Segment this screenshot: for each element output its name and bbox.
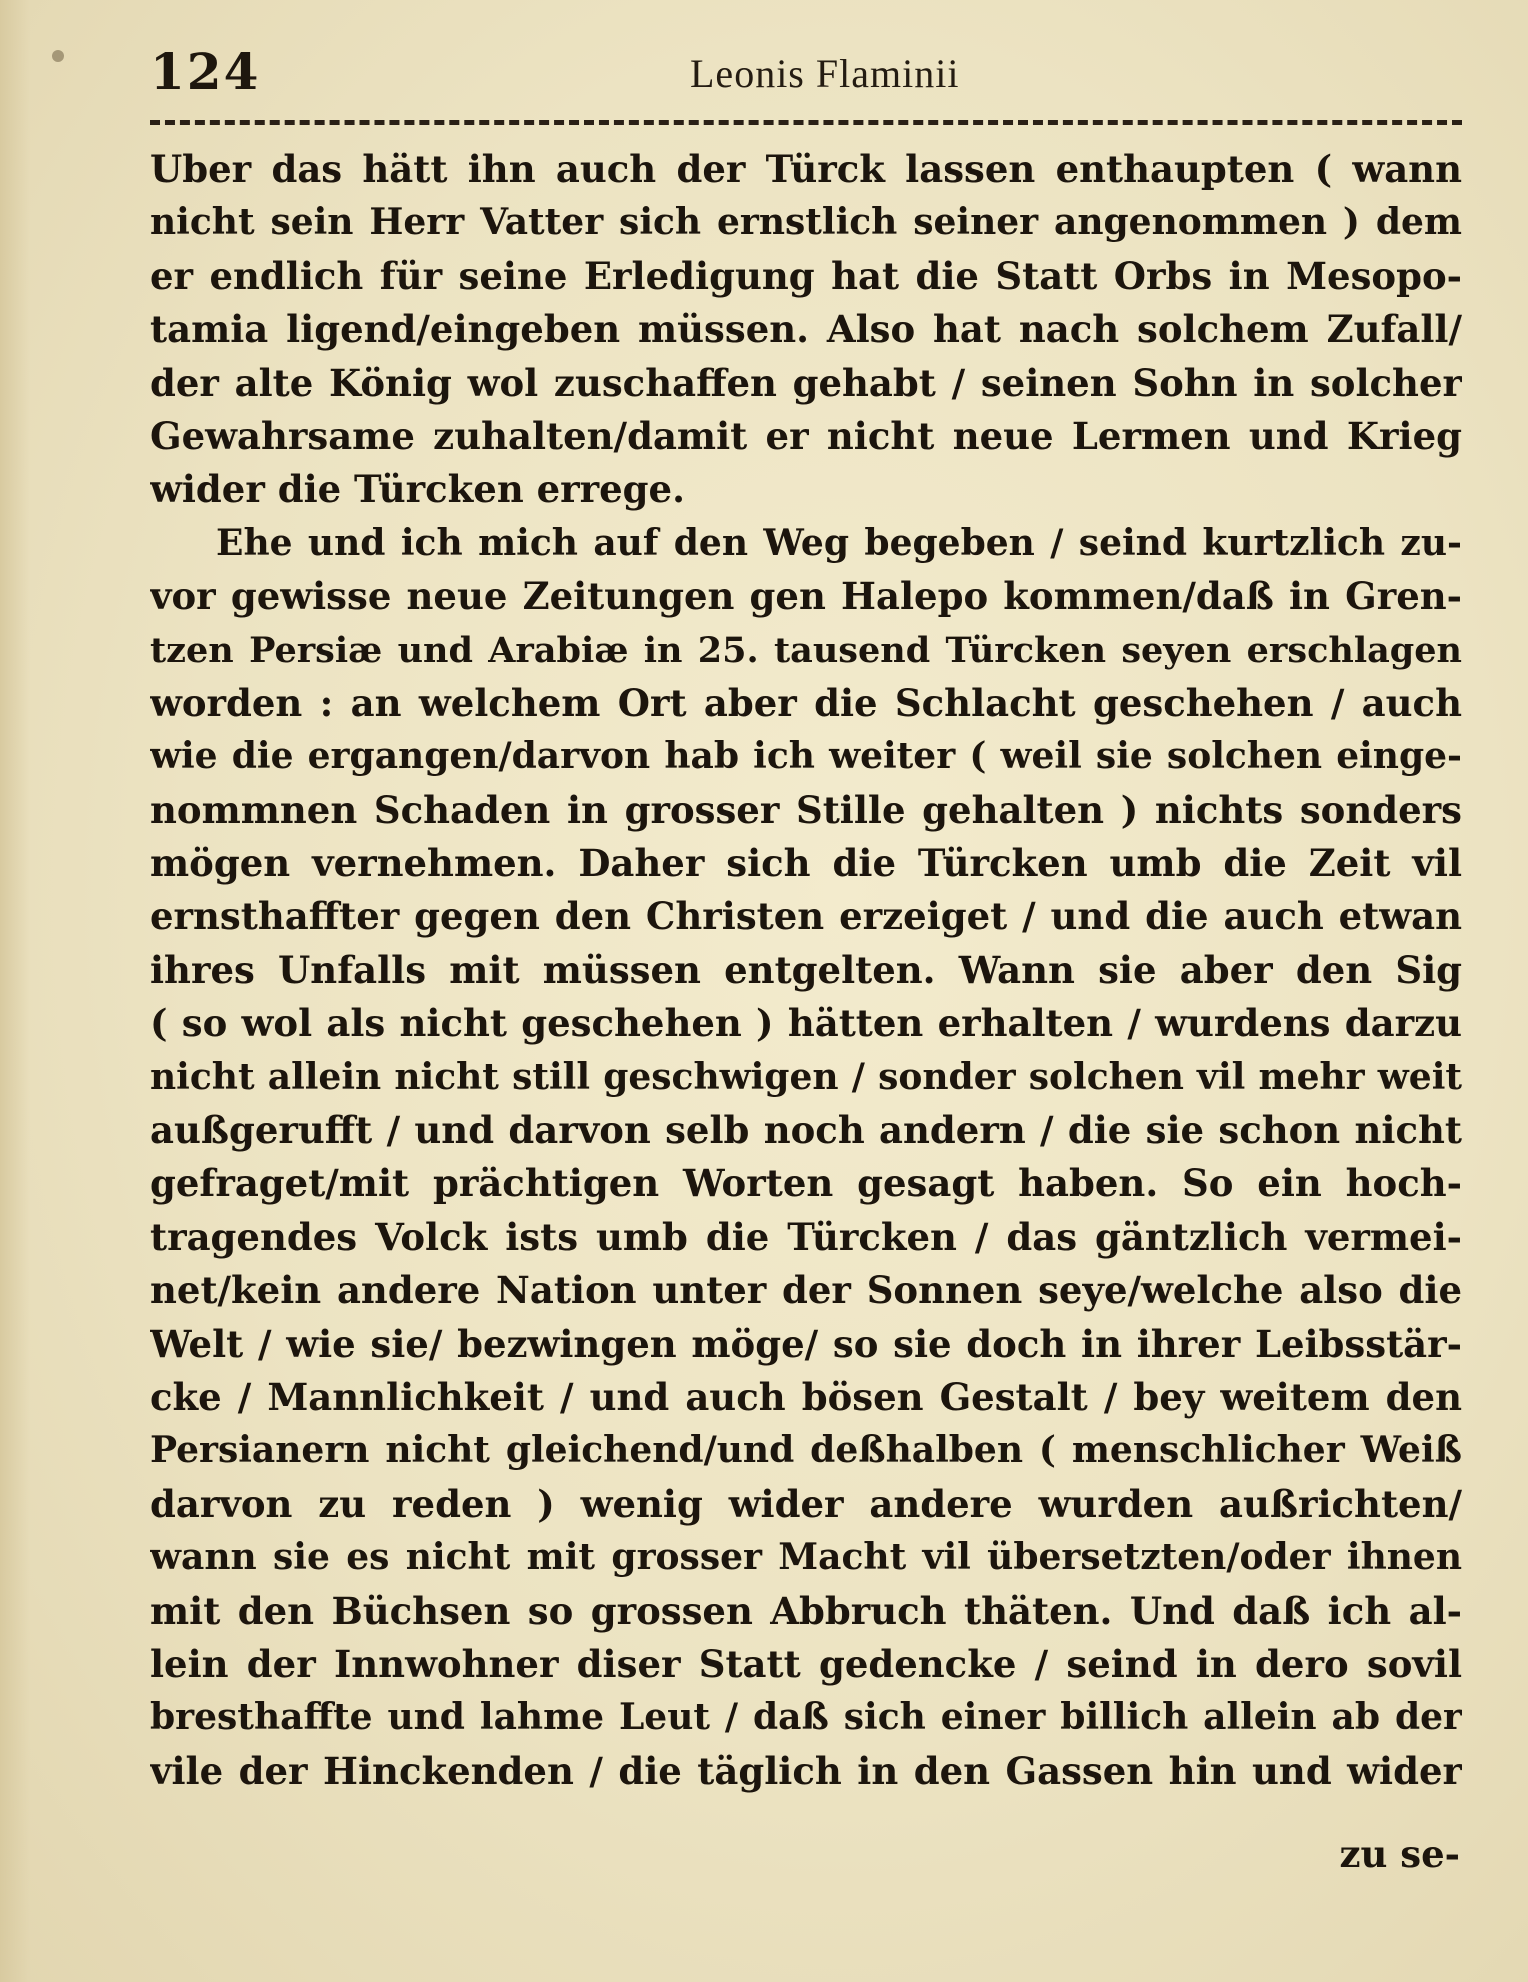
text-line: nommnen Schaden in grosser Stille gehalten ) nichts sonders	[150, 787, 1462, 832]
text-line: tzen Persiæ und Arabiæ in 25. tausend Türcken seyen erschlagen	[150, 629, 1462, 671]
text-line: lein der Innwohner diser Statt gedencke / seind in dero sovil	[150, 1641, 1462, 1686]
text-line: tamia ligend/eingeben müssen. Also hat nach solchem Zufall/	[150, 307, 1462, 352]
text-line: mögen vernehmen. Daher sich die Türcken umb die Zeit vil	[150, 841, 1462, 886]
text-line: der alte König wol zuschaffen gehabt / seinen Sohn in solcher	[150, 360, 1462, 405]
text-line: bresthaffte und lahme Leut / daß sich einer billich allein ab der	[150, 1696, 1462, 1739]
text-line: gefraget/mit prächtigen Worten gesagt haben. So ein hoch-	[150, 1161, 1462, 1206]
text-line: nicht sein Herr Vatter sich ernstlich seiner angenommen ) dem	[150, 201, 1462, 244]
text-line: darvon zu reden ) wenig wider andere wurden außrichten/	[150, 1481, 1462, 1526]
header-rule	[150, 120, 1462, 125]
text-line: ihres Unfalls mit müssen entgelten. Wann sie aber den Sig	[150, 947, 1462, 992]
text-line: er endlich für seine Erledigung hat die Statt Orbs in Mesopo-	[150, 253, 1462, 298]
text-line: tragendes Volck ists umb die Türcken / das gäntzlich vermei-	[150, 1214, 1462, 1259]
text-line: net/kein andere Nation unter der Sonnen seye/welche also die	[150, 1268, 1462, 1313]
text-line: nicht allein nicht still geschwigen / sonder solchen vil mehr weit	[150, 1055, 1462, 1098]
text-line: mit den Büchsen so grossen Abbruch thäten. Und daß ich al-	[150, 1588, 1462, 1633]
text-line: ernsthaffter gegen den Christen erzeiget / und die auch etwan	[150, 894, 1462, 939]
text-line: cke / Mannlichkeit / und auch bösen Gestalt / bey weitem den	[150, 1374, 1462, 1419]
text-line: Gewahrsame zuhalten/damit er nicht neue Lermen und Krieg	[150, 413, 1462, 458]
paper-speck	[52, 50, 64, 62]
text-line: Ehe und ich mich auf den Weg begeben / seind kurtzlich zu-	[216, 521, 1462, 564]
text-line: worden : an welchem Ort aber die Schlacht geschehen / auch	[150, 680, 1462, 725]
text-line: außgerufft / und darvon selb noch andern / die sie schon nicht	[150, 1108, 1462, 1153]
text-line: vile der Hinckenden / die täglich in den Gassen hin und wider	[150, 1748, 1462, 1793]
text-line: wider die Türcken errege.	[150, 467, 685, 512]
running-head: Leonis Flaminii	[690, 51, 960, 96]
text-line: vor gewisse neue Zeitungen gen Halepo kommen/daß in Gren-	[150, 574, 1462, 619]
text-line: Persianern nicht gleichend/und deßhalben ( menschlicher Weiß	[150, 1429, 1462, 1472]
page-number: 124	[150, 42, 261, 101]
text-line: wann sie es nicht mit grosser Macht vil übersetzten/oder ihnen	[150, 1536, 1462, 1579]
page-edge-shadow	[0, 0, 30, 1982]
body-text	[150, 143, 1462, 1798]
text-line: Welt / wie sie/ bezwingen möge/ so sie doch in ihrer Leibsstär-	[150, 1321, 1462, 1366]
text-line: Uber das hätt ihn auch der Türck lassen enthaupten ( wann	[150, 147, 1462, 191]
text-line: wie die ergangen/darvon hab ich weiter ( weil sie solchen einge-	[150, 735, 1462, 778]
catchword: zu se-	[1339, 1832, 1460, 1876]
text-line: ( so wol als nicht geschehen ) hätten erhalten / wurdens darzu	[150, 1001, 1462, 1046]
